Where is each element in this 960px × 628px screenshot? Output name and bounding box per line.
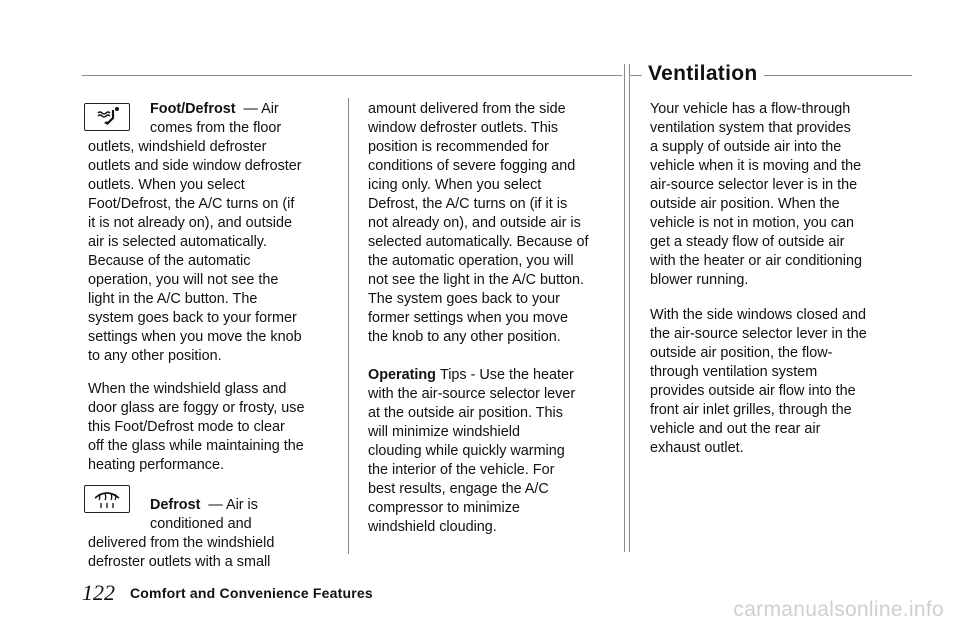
text-line: to any other position. [88,348,222,364]
defrost-line1: — Air is [208,497,258,513]
text-line: the knob to any other position. [368,329,561,345]
text-line: front air inlet grilles, through the [650,402,852,418]
text-line: outlets and side window defroster [88,158,302,174]
text-line: vehicle when it is moving and the [650,158,862,174]
column-divider-right-tick [629,75,635,76]
text-line: not already on), and outside air is [368,215,581,231]
text-line: at the outside air position. This [368,405,563,421]
text-line: provides outside air flow into the [650,383,856,399]
text-line: through ventilation system [650,364,818,380]
text-line: with the air-source selector lever [368,386,576,402]
ventilation-paragraph-2 [650,306,905,458]
text-line: vehicle is not in motion, you can [650,215,854,231]
text-line: position is recommended for [368,139,549,155]
defrost-heading-line [88,496,338,515]
operating-tips-heading [368,366,618,385]
text-line: defroster outlets with a small [88,554,271,570]
defrost-term: Defrost [150,497,201,513]
foot-defrost-line2: comes from the floor [150,120,282,136]
text-line: former settings when you move [368,310,568,326]
header-rule-left [82,75,622,76]
text-line: operation, you will not see the [88,272,279,288]
text-line: conditions of severe fogging and [368,158,576,174]
text-line: blower running. [650,272,749,288]
column-divider-right-a [624,64,625,552]
text-line: get a steady flow of outside air [650,234,845,250]
text-line: off the glass while maintaining the [88,438,304,454]
text-line: it is not already on), and outside [88,215,292,231]
foot-defrost-heading-line [88,100,338,119]
text-line: window defroster outlets. This [368,120,559,136]
text-line: icing only. When you select [368,177,542,193]
left-column [88,100,338,572]
text-line: the interior of the vehicle. For [368,462,555,478]
page-number: 122 [82,580,115,605]
text-line: heating performance. [88,457,224,473]
text-line: the automatic operation, you will [368,253,574,269]
text-line: selected automatically. Because of [368,234,589,250]
chapter-title: Comfort and Convenience Features [130,585,373,601]
text-line: delivered from the windshield [88,535,275,551]
ventilation-paragraph-1 [650,100,905,290]
text-line: exhaust outlet. [650,440,744,456]
text-line: light in the A/C button. The [88,291,258,307]
text-line: best results, engage the A/C [368,481,549,497]
text-line: windshield clouding. [368,519,497,535]
column-divider-left [348,98,349,554]
text-line: outlets. When you select [88,177,245,193]
section-title: Ventilation [648,62,758,85]
right-column [650,100,905,458]
text-line: When the windshield glass and [88,381,287,397]
middle-column [368,100,618,537]
foot-defrost-term: Foot/Defrost [150,101,236,117]
text-line: this Foot/Defrost mode to clear [88,419,285,435]
text-line: with the heater or air conditioning [650,253,862,269]
operating-tips-body [368,385,618,537]
column-divider-right-b [629,64,630,552]
text-line: Defrost, the A/C turns on (if it is [368,196,568,212]
defrost-line2: conditioned and [150,516,252,532]
text-line: amount delivered from the side [368,101,566,117]
operating-term: Operating [368,367,436,383]
text-line: air-source selector lever is in the [650,177,858,193]
text-line: vehicle and out the rear air [650,421,821,437]
defrost-continued [368,100,618,347]
text-line: not see the light in the A/C button. [368,272,585,288]
text-line: will minimize windshield [368,424,520,440]
text-line: Because of the automatic [88,253,251,269]
text-line: The system goes back to your [368,291,560,307]
text-line: clouding while quickly warming [368,443,565,459]
text-line: outlets, windshield defroster [88,139,267,155]
windshield-paragraph [88,380,338,475]
watermark: carmanualsonline.info [733,598,944,621]
text-line: ventilation system that provides [650,120,851,136]
text-line: outside air position. When the [650,196,840,212]
text-line: the air-source selector lever in the [650,326,867,342]
text-line: door glass are foggy or frosty, use [88,400,305,416]
text-line: Foot/Defrost, the A/C turns on (if [88,196,295,212]
header-rule-right [764,75,912,76]
text-line: Your vehicle has a flow-through [650,101,851,117]
foot-defrost-line1: — Air [243,101,279,117]
operating-first: Tips - Use the heater [439,367,574,383]
text-line: settings when you move the knob [88,329,302,345]
text-line: compressor to minimize [368,500,520,516]
text-line: a supply of outside air into the [650,139,842,155]
text-line: With the side windows closed and [650,307,866,323]
text-line: system goes back to your former [88,310,297,326]
text-line: outside air position, the flow- [650,345,833,361]
text-line: air is selected automatically. [88,234,267,250]
foot-defrost-body [88,138,338,366]
